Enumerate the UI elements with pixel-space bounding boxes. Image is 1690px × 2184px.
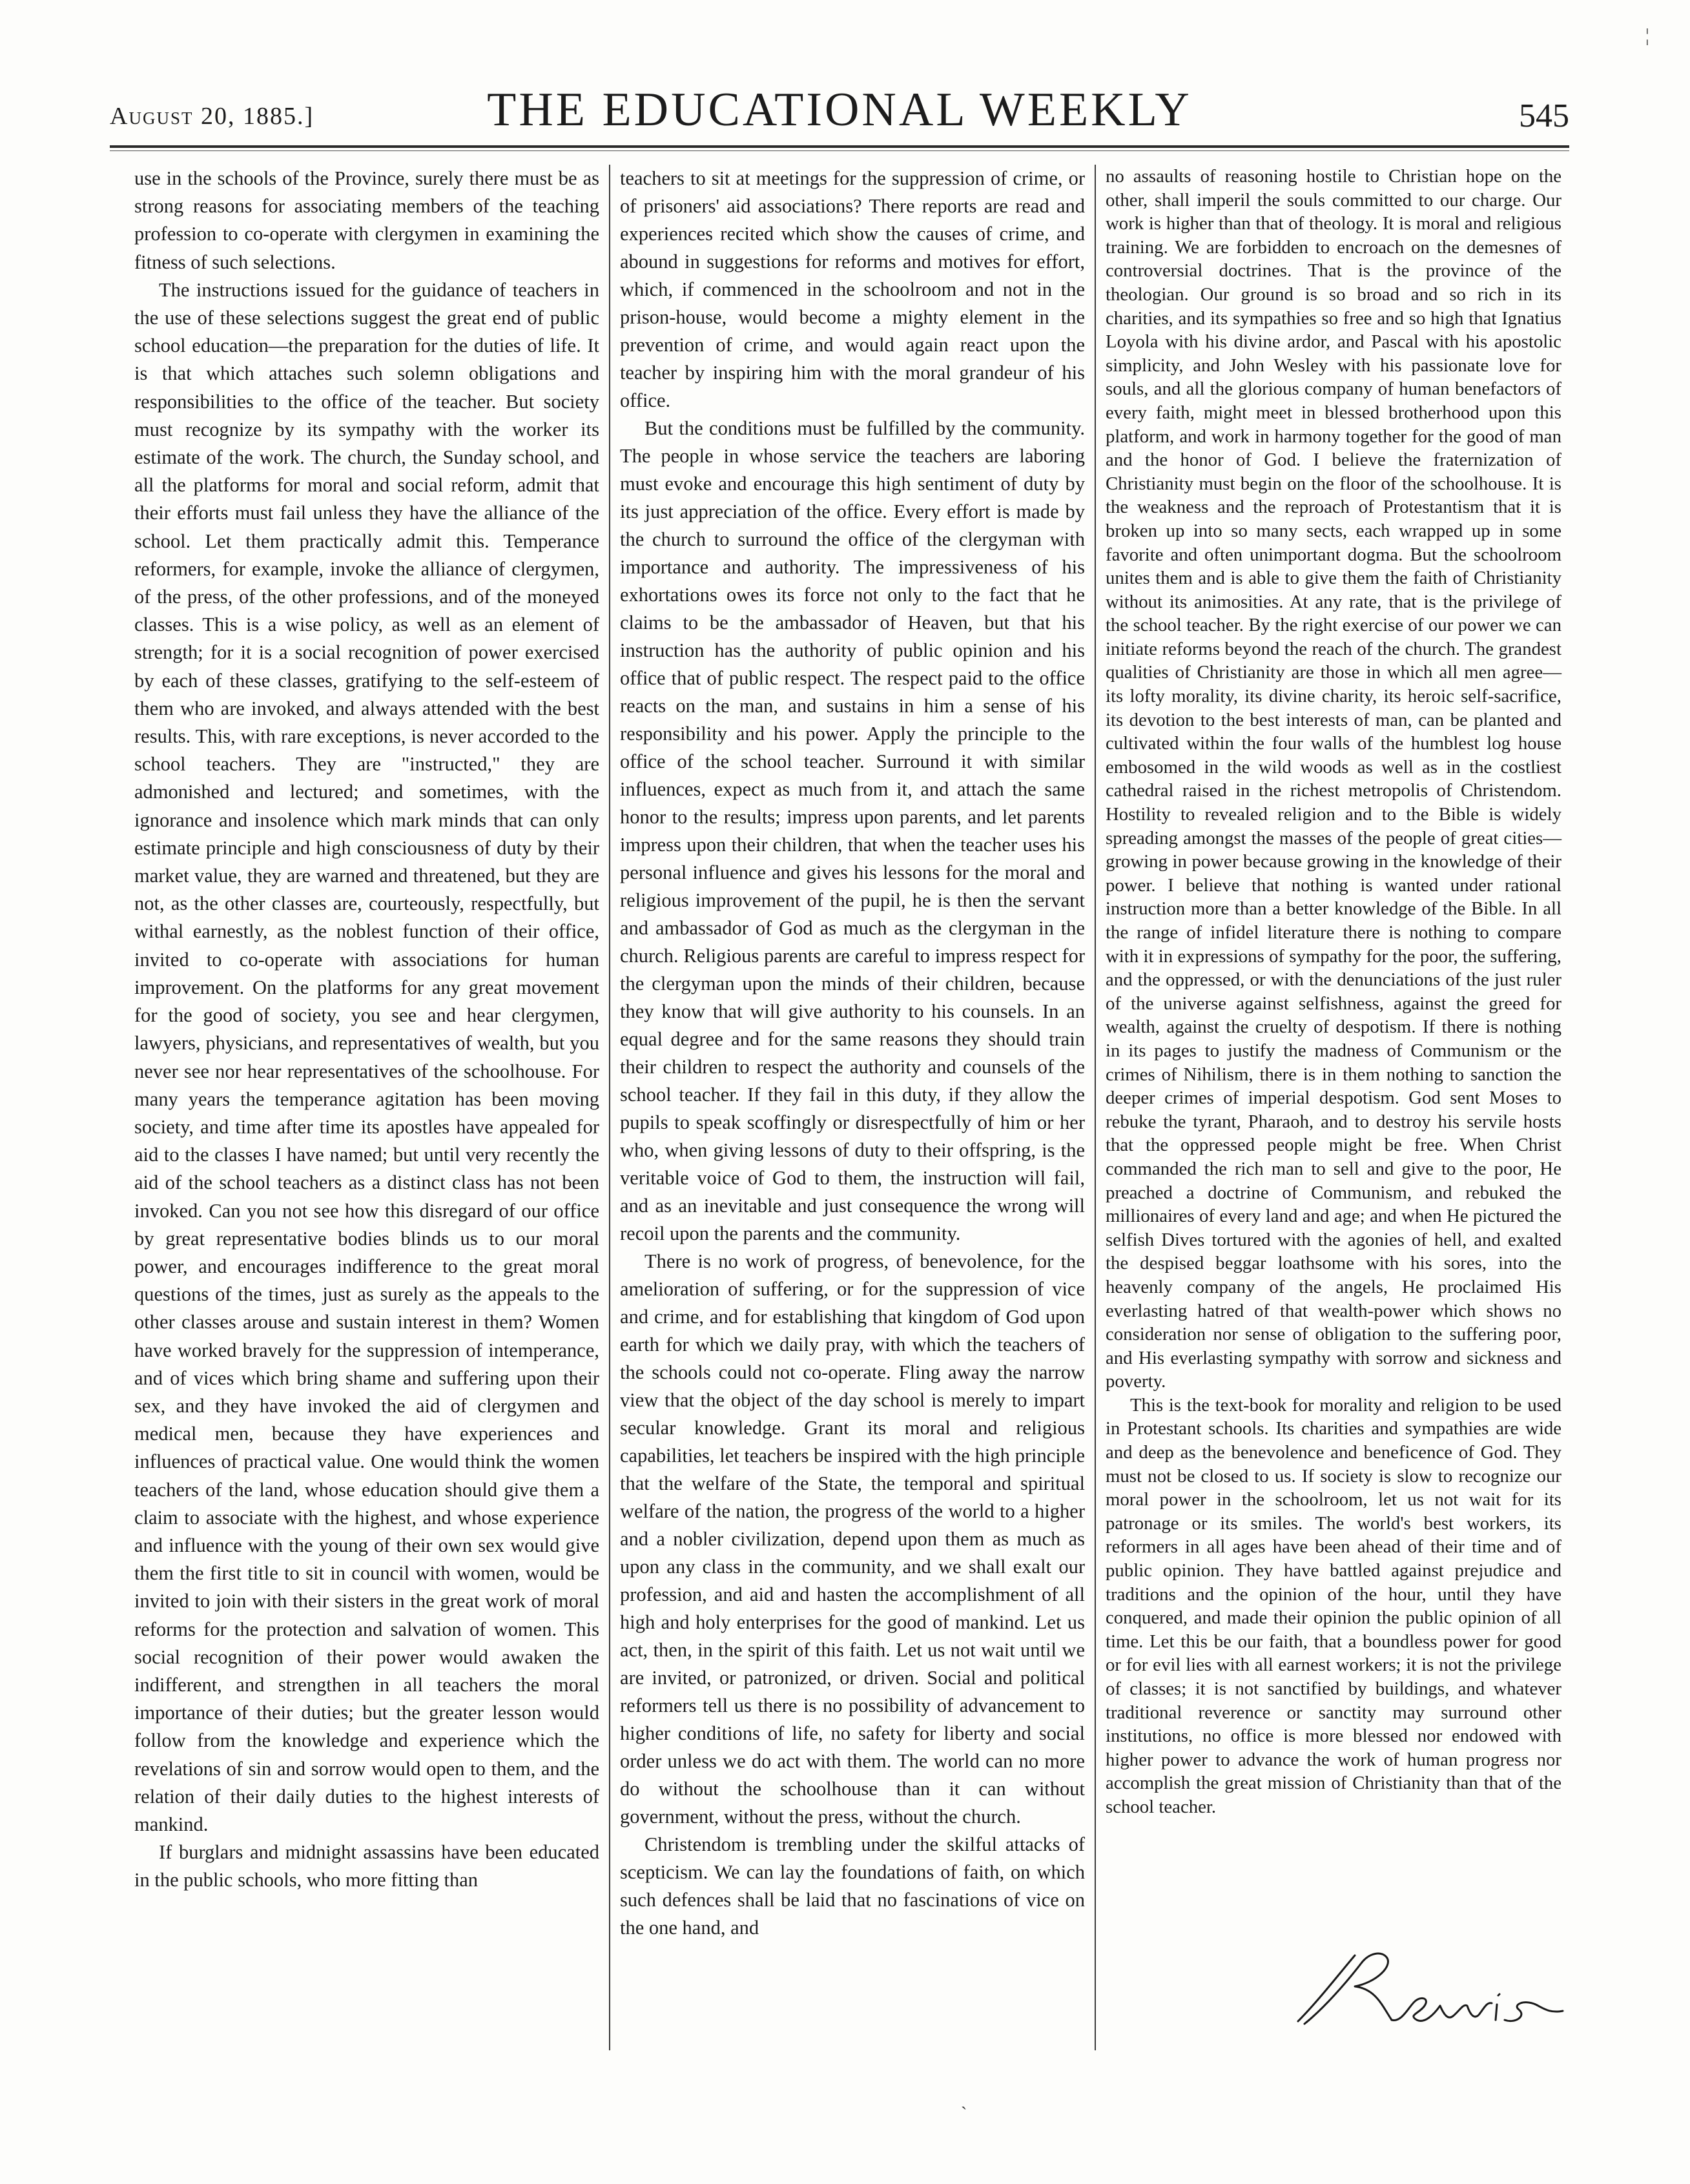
column-2: [620, 165, 1085, 1942]
column-divider: [609, 165, 610, 2050]
header-rule: [110, 145, 1569, 148]
signature-image: [1279, 1944, 1589, 2034]
page-mark: ˋ: [961, 2104, 967, 2124]
paragraph: If burglars and midnight assassins have been educated in the public schools, who more fitting than: [134, 1841, 599, 1891]
column-3: [1106, 165, 1561, 1819]
paragraph: This is the text-book for morality and religion to be used in Protestant schools. Its charities and sympathies are wide and deep as the benevolence and beneficence of God. They must not be closed to us. If society is slow to recognize our moral power in the schoolroom, let us not wait for its patronage or its smiles. The world's best workers, its reformers in all ages have been ahead of their time and of public opinion. They have battled against prejudice and traditions and the opinion of the hour, until they have conquered, and made their opinion the public opinion of all time. Let this be our faith, that a boundless power for good or for evil lies with all earnest workers; it is not the privilege of classes; it is not sanctified by buildings, and whatever traditional reverence or sanctity may surround other institutions, no office is more blessed nor endowed with higher power to advance the work of human progress nor accomplish the great mission of Christianity than that of the school teacher.: [1106, 1394, 1561, 1817]
paragraph: But the conditions must be fulfilled by the community. The people in whose service the teachers are laboring must evoke and encourage this high sentiment of duty by its just appreciation of the office. Every effort is made by the church to surround the office of the clergyman with importance and authority. The impressiveness of his exhortations owes its force not only to the fact that he claims to be the ambassador of Heaven, but that his instruction has the authority of public opinion and his office that of public respect. The respect paid to the office reacts on the man, and sustains in him a sense of his responsibility and his power. Apply the principle to the office of the school teacher. Surround it with similar influences, expect as much from it, and attach the same honor to the results; impress upon parents, and let parents impress upon their children, that when the teacher uses his personal influence and gives his lessons for the moral and religious improvement of the pupil, he is then the servant and ambassador of God as much as the clergyman in the church. Religious parents are careful to impress respect for the clergyman upon the minds of their children, because they know that will give authority to his counsels. In an equal degree and for the same reasons they should train their children to respect the authority and counsels of the school teacher. If they fail in this duty, if they allow the pupils to speak scoffingly or disrespectfully of him or her who, when giving lessons of duty to their offspring, is the veritable voice of God to them, the instruction will fail, and as an inevitable and just consequence the wrong will recoil upon the parents and the community.: [620, 417, 1085, 1244]
paragraph: teachers to sit at meetings for the suppression of crime, or of prisoners' aid associations? There reports are read and experiences recited which show the causes of crime, and abound in suggestions for reforms and motives for effort, which, if commenced in the schoolroom and not in the prison-house, would become a mighty element in the prevention of crime, and would again react upon the teacher by inspiring him with the moral grandeur of his office.: [620, 167, 1085, 411]
paragraph: no assaults of reasoning hostile to Christian hope on the other, shall imperil the souls committed to our charge. Our work is higher than that of theology. It is moral and religious training. We are forbidden to encroach on the demesnes of controversial doctrines. That is the province of the theologian. Our ground is so broad and so rich in its charities, and its sympathies so free and so high that Ignatius Loyola with his divine ardor, and Pascal with his apostolic simplicity, and John Wesley with his passionate love for souls, and all the glorious company of human benefactors of every faith, might meet in blessed brotherhood upon this platform, and work in harmony together for the good of man and the honor of God. I believe the fraternization of Christianity must begin on the floor of the schoolhouse. It is the weakness and the reproach of Protestantism that it is broken up into so many sects, each wrapped up in some favorite and often unimportant dogma. But the schoolroom unites them and is able to give them the faith of Christianity without its animosities. At any rate, that is the privilege of the school teacher. By the right exercise of our power we can initiate reforms beyond the reach of the church. The grandest qualities of Christianity are those in which all men agree—its lofty morality, its divine charity, its heroic self-sacrifice, its devotion to the best interests of man, can be planted and cultivated within the four walls of the humblest log house embosomed in the wild woods as well as in the costliest cathedral raised in the richest metropolis of Christendom. Hostility to revealed religion and to the Bible is widely spreading amongst the masses of the people of great cities—growing in power because growing in the knowledge of their power. I believe that nothing is wanted under rational instruction more than a better knowledge of the Bible. In all the range of infidel literature there is nothing to compare with it in expressions of sympathy for the poor, the suffering, and the oppressed, or with the denunciations of the just ruler of the universe against selfishness, against the greed for wealth, against the cruelty of despotism. If there is nothing in its pages to justify the madness of Communism or the crimes of Nihilism, there is in them nothing to sanction the deeper crimes of imperial despotism. God sent Moses to rebuke the tyrant, Pharaoh, and to destroy his servile hosts that the oppressed people might be free. When Christ commanded the rich man to sell and give to the poor, He preached a doctrine of Communism, and rebuked the millionaires of every land and age; and when He pictured the selfish Dives tortured with the agonies of hell, and exalted the despised beggar loathsome with his sores, into the heavenly company of the angels, He proclaimed His everlasting hatred of that wealth-power which shows no consideration nor sense of obligation to the suffering poor, and His everlasting sympathy with sorrow and sickness and poverty.: [1106, 166, 1561, 1392]
page-mark: ¦: [1645, 26, 1649, 46]
paragraph: There is no work of progress, of benevolence, for the amelioration of suffering, or for the suppression of vice and crime, and for establishing that kingdom of God upon earth for which we daily pray, with which the teachers of the schools could not co-operate. Fling away the narrow view that the object of the day school is merely to impart secular knowledge. Grant its moral and religious capabilities, let teachers be inspired with the high principle that the welfare of the State, the temporal and spiritual welfare of the nation, the progress of the world to a higher and a nobler civilization, depend upon them as much as upon any class in the community, and we shall exalt our profession, and aid and hasten the accomplishment of all high and holy enterprises for the good of mankind. Let us act, then, in the spirit of this faith. Let us not wait until we are invited, or patronized, or driven. Social and political reformers tell us there is no possibility of advancement to higher conditions of life, no safety for liberty and social order unless we do act with them. The world can no more do without the schoolhouse than it can without government, without the press, without the church.: [620, 1250, 1085, 1828]
paragraph: use in the schools of the Province, surely there must be as strong reasons for associating members of the teaching profession to co-operate with clergymen in examining the fitness of such selections.: [134, 167, 599, 273]
issue-date: August 20, 1885.]: [110, 103, 314, 130]
page-number: 545: [1519, 98, 1569, 134]
header-rule-thin: [110, 150, 1569, 151]
column-divider: [1095, 165, 1096, 2050]
page-header: [110, 77, 1569, 149]
paragraph: The instructions issued for the guidance of teachers in the use of these selections suggest the great end of public school education—the preparation for the duties of life. It is that which attaches such solemn obligations and responsibilities to the office of the teacher. But society must recognize by its sympathy with the worker its estimate of the work. The church, the Sunday school, and all the platforms for moral and social reform, admit that their efforts must fail unless they have the alliance of the school. Let them practically admit this. Temperance reformers, for example, invoke the alliance of clergymen, of the press, of the other professions, and of the moneyed classes. This is a wise policy, as well as an element of strength; for it is a social recognition of power exercised by each of these classes, gratifying to the self-esteem of them who are invoked, and always attended with the best results. This, with rare exceptions, is never accorded to the school teachers. They are "instructed," they are admonished and lectured; and sometimes, with the ignorance and insolence which mark minds that can only estimate principle and high consciousness of duty by their market value, they are warned and threatened, but they are not, as the other classes are, courteously, respectfully, but withal earnestly, as the noblest function of their office, invited to co-operate with associations for human improvement. On the platforms for any great movement for the good of society, you see and hear clergymen, lawyers, physicians, and representatives of wealth, but you never see nor hear representatives of the schoolhouse. For many years the temperance agitation has been moving society, and time after time its apostles have appealed for aid to the classes I have named; but until very recently the aid of the school teachers as a distinct class has not been invoked. Can you not see how this disregard of our office by great representative bodies blinds us to our moral power, and encourages indifference to the great moral questions of the times, just as surely as the appeals to the other classes arouse and sustain interest in them? Women have worked bravely for the suppression of intemperance, and of vices which bring shame and suffering upon their sex, and they have invoked the aid of clergymen and medical men, because they have experiences and influences of practical value. One would think the women teachers of the land, whose education should give them a claim to associate with the highest, and whose experience and influence with the young of their own sex would give them the first title to sit in council with women, would be invited to join with their sisters in the great work of moral reforms for the protection and salvation of women. This social recognition of their power would awaken the indifferent, and strengthen in all teachers the moral importance of their duties; but the greater lesson would follow from the knowledge and experience which the revelations of sin and sorrow would open to them, and the relation of their daily duties to the highest interests of mankind.: [134, 278, 599, 1835]
paragraph: Christendom is trembling under the skilful attacks of scepticism. We can lay the foundations of faith, on which such defences shall be laid that no fascinations of vice on the one hand, and: [620, 1833, 1085, 1939]
journal-title: THE EDUCATIONAL WEEKLY: [487, 83, 1192, 136]
signature: [1279, 1944, 1589, 2037]
column-1: [134, 165, 599, 1895]
